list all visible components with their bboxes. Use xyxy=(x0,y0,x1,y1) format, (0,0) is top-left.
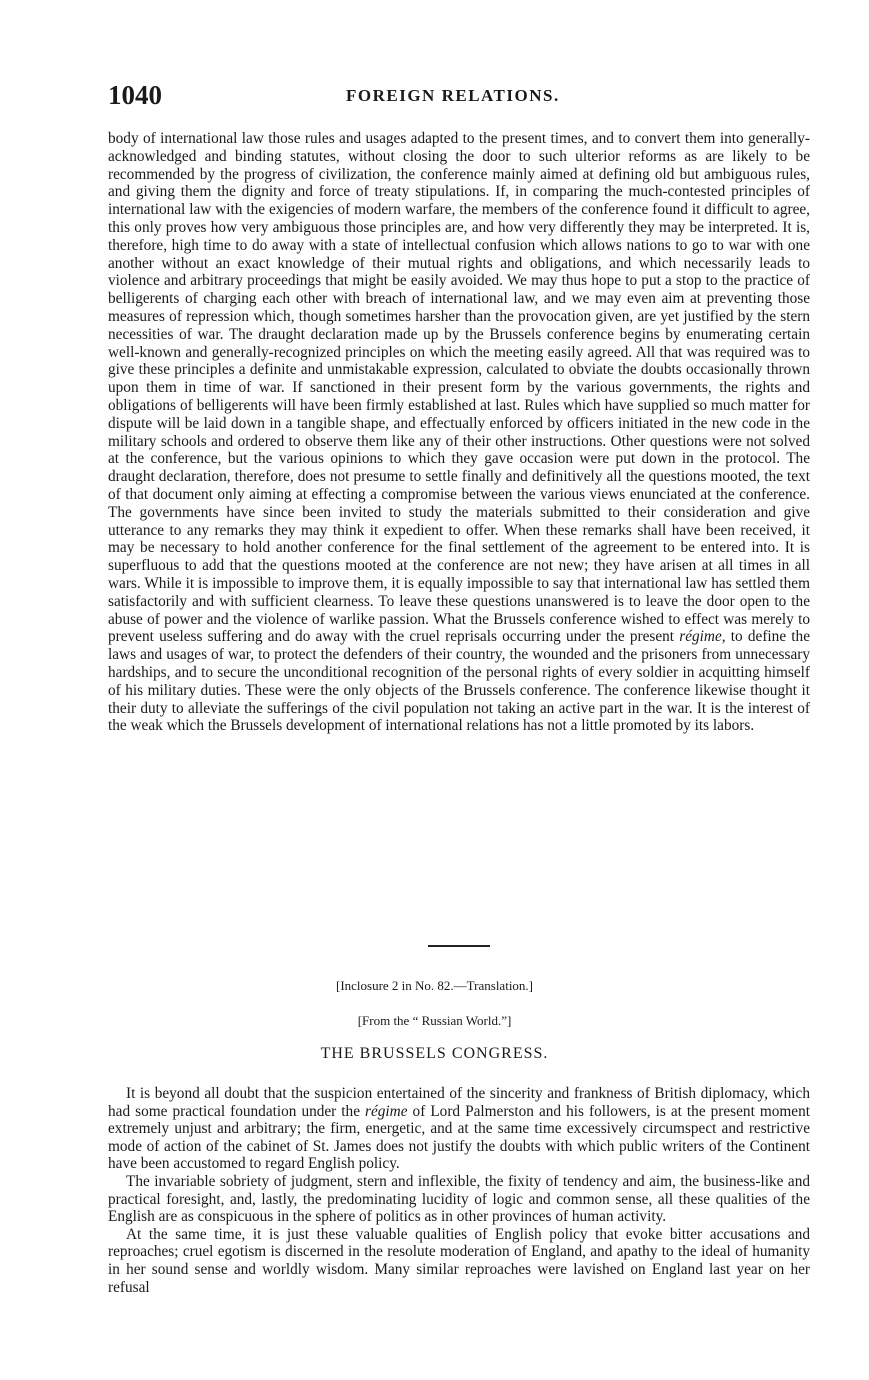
section-divider xyxy=(428,945,490,947)
body-text-main: body of international law those rules and usages adapted to the present times, and to convert them into generally-acknowledged and binding statutes, without closing the door to such ulterior reforms as are likely to be recommended by the progress of civilization, the conference mainly aimed at defining old but ambiguous rules, and giving them the dignity and force of treaty stipulations. If, in comparing the much-contested principles of international law with the exigencies of modern warfare, the members of the conference found it difficult to agree, this only proves how very ambiguous those principles are, and how very differently they may be interpreted. It is, therefore, high time to do away with a state of intellectual confusion which allows nations to go to war with one another without an exact knowledge of their mutual rights and obligations, and which necessarily leads to violence and arbitrary proceedings that might be easily avoided. We may thus hope to put a stop to the practice of belligerents of charging each other with breach of international law, and we may even aim at preventing those measures of repression which, though sometimes harsher than the provocation given, are yet justified by the stern necessities of war. The draught declaration made up by the Brussels conference begins by enumerating certain well-known and generally-recognized principles on which the meeting easily agreed. All that was required was to give these principles a definite and unmistakable expression, calculated to obviate the doubts occasionally thrown upon them in time of war. If sanctioned in their present form by the various governments, the rights and obligations of belligerents will have been firmly established at last. Rules which have supplied so much matter for dispute will be laid down in a tangible shape, and effectually enforced by officers initiated in the new code in the military schools and ordered to observe them like any of their other instructions. Other questions were not solved at the conference, but the various opinions to which they gave occasion were put down in the protocol. The draught declaration, therefore, does not presume to settle finally and definitively all the questions mooted, the text of that document only aiming at effecting a compromise between the various views enunciated at the conference. The governments have since been invited to study the materials submitted to their consideration and give utterance to any remarks they may think it expedient to offer. When these remarks shall have been received, it may be necessary to hold another conference for the final settlement of the agreement to be entered into. It is superfluous to add that the questions mooted at the conference are not new; they have arisen at all times in all wars. While it is impossible to improve them, it is equally impossible to say that international law has settled them satisfactorily and with sufficient clearness. To leave these questions unanswered is to leave the door open to the abuse of power and the violence of warlike passion. What the Brussels conference wished to effect was merely to prevent useless suffering and do away with the cruel reprisals occurring under the present xyxy=(108,130,810,646)
inclosure-caption: [Inclosure 2 in No. 82.—Translation.] xyxy=(335,978,534,993)
article-title: THE BRUSSELS CONGRESS. xyxy=(320,1045,549,1062)
running-head: FOREIGN RELATIONS. xyxy=(346,86,560,105)
page-header xyxy=(108,80,808,116)
body-paragraph xyxy=(108,130,810,735)
article-paragraph-2: The invariable sobriety of judgment, stern and inflexible, the fixity of tendency and aim, the business-like and practical foresight, and, lastly, the predominating lucidity of logic and common sense, all these qualities of the English are as conspicuous in the sphere of politics as in other provinces of human activity. xyxy=(108,1172,810,1226)
source-caption: [From the “ Russian World.”] xyxy=(357,1013,512,1028)
article-p1-b: of Lord Palmerston and his followers, is at the present moment extremely unjust and arbitrary; the firm, energetic, and at the same time excessively circumspect and restrictive mode of action of the cabinet of St. James does not justify the doubts with which public writers of the Continent have been accustomed to regard English policy. xyxy=(108,1102,810,1173)
page-number: 1040 xyxy=(108,80,162,110)
article-paragraph-3: At the same time, it is just these valuable qualities of English policy that evoke bitter accusations and reproaches; cruel egotism is discerned in the resolute moderation of England, and apathy to the ideal of humanity in her sound sense and worldly wisdom. Many similar reproaches were lavished on England last year on her refusal xyxy=(108,1225,810,1296)
article-p1-italic: régime xyxy=(365,1102,408,1120)
article-p1-a: It is beyond all doubt that the suspicion entertained of the sincerity and frankness of British diplomacy, which had some practical foundation under the xyxy=(108,1085,810,1120)
article-paragraph-1 xyxy=(108,1085,810,1173)
body-text-italic: régime, xyxy=(679,628,726,646)
body-text-tail: to define the laws and usages of war, to protect the defenders of their country, the wounded and the prisoners from unnecessary hardships, and to secure the unconditional recognition of the personal rights of every soldier in acquitting himself of his military duties. These were the only objects of the Brussels conference. The conference likewise thought it their duty to alleviate the sufferings of the civil population not taking an active part in the war. It is the interest of the weak which the Brussels development of international relations has not a little promoted by its labors. xyxy=(108,628,810,735)
article-body xyxy=(108,1085,810,1296)
